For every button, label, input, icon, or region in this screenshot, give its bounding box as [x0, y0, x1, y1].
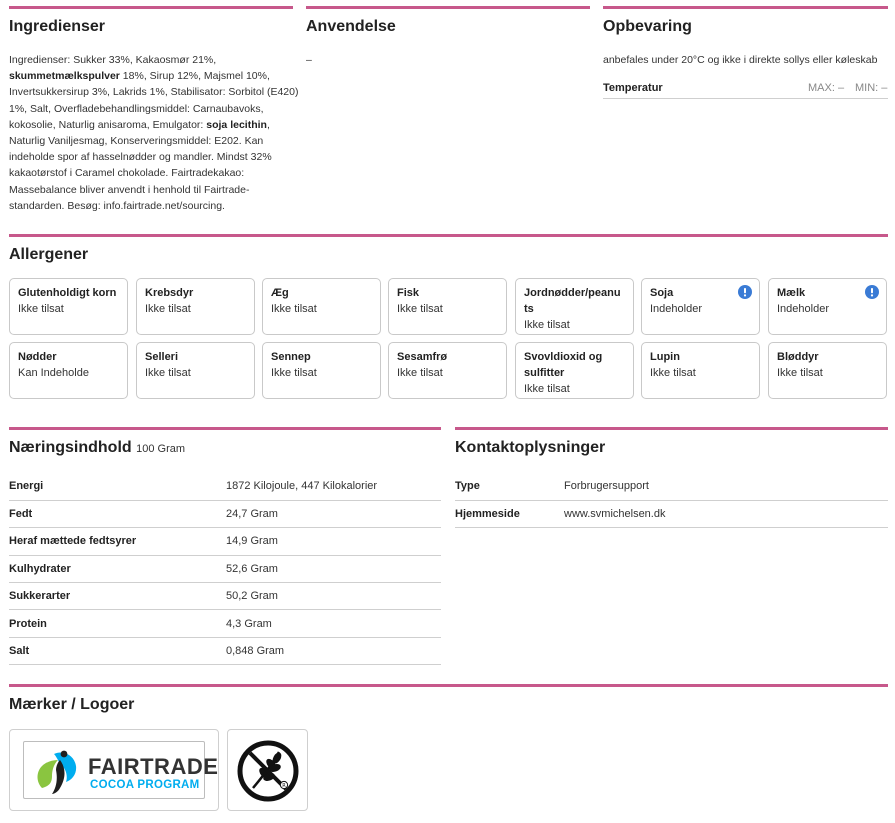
gluten-free-logo	[227, 729, 308, 811]
allergen-status: Ikke tilsat	[777, 367, 823, 379]
allergen-status: Indeholder	[777, 303, 829, 315]
ingredients-heading: Ingredienser	[9, 18, 106, 35]
nutrition-title: Næringsindhold	[9, 439, 132, 456]
table-row	[9, 500, 441, 527]
nutrition-value: 24,7 Gram	[226, 500, 441, 527]
exclamation-icon	[865, 285, 879, 299]
allergen-name: Mælk	[777, 287, 806, 299]
temperature-max: MAX: –	[808, 82, 845, 95]
allergen-card	[9, 278, 128, 335]
allergen-card	[641, 278, 760, 335]
allergen-status: Ikke tilsat	[524, 383, 570, 395]
allergen-name: Selleri	[145, 351, 179, 363]
table-row	[9, 528, 441, 555]
allergen-name: Sennep	[271, 351, 311, 363]
allergens-heading: Allergener	[9, 246, 89, 263]
nutrition-value: 52,6 Gram	[226, 555, 441, 582]
nutrition-table	[9, 473, 441, 665]
allergen-card	[9, 342, 128, 399]
nutrition-label: Heraf mættede fedtsyrer	[9, 528, 226, 555]
allergen-card	[515, 342, 634, 399]
nutrition-value: 1872 Kilojoule, 447 Kilokalorier	[226, 473, 441, 500]
allergen-status: Ikke tilsat	[271, 367, 317, 379]
nutrition-value: 50,2 Gram	[226, 583, 441, 610]
ingredient-allergen: skummetmælkspulver	[9, 70, 120, 83]
allergen-card	[262, 278, 381, 335]
allergen-status: Ikke tilsat	[145, 303, 191, 315]
allergen-status: Indeholder	[650, 303, 702, 315]
allergen-status: Ikke tilsat	[271, 303, 317, 315]
nutrition-label: Salt	[9, 637, 226, 664]
allergen-name: Krebsdyr	[145, 287, 194, 299]
nutrition-label: Kulhydrater	[9, 555, 226, 582]
table-row	[9, 583, 441, 610]
contact-label: Type	[455, 473, 564, 500]
allergen-name: Glutenholdigt korn	[18, 287, 117, 299]
ingredient-allergen: soja lecithin	[206, 118, 267, 131]
svg-text:R: R	[282, 783, 286, 789]
allergen-card	[768, 278, 887, 335]
nutrition-value: 0,848 Gram	[226, 637, 441, 664]
allergen-status: Kan Indeholde	[18, 367, 89, 379]
usage-section	[306, 6, 590, 68]
website-link[interactable]: www.svmichelsen.dk	[564, 500, 888, 527]
allergen-name: Nødder	[18, 351, 57, 363]
allergen-card	[768, 342, 887, 399]
nutrition-value: 4,3 Gram	[226, 610, 441, 637]
allergen-name: Jordnødder/peanu ts	[524, 287, 621, 315]
table-row	[455, 473, 888, 500]
contact-value: Forbrugersupport	[564, 473, 888, 500]
allergen-card	[262, 342, 381, 399]
allergen-name: Svovldioxid og sulfitter	[524, 351, 603, 379]
nutrition-value: 14,9 Gram	[226, 528, 441, 555]
fairtrade-subtitle: COCOA PROGRAM	[90, 779, 200, 791]
nutrition-unit: 100 Gram	[136, 443, 186, 455]
table-row	[455, 500, 888, 527]
fairtrade-title: FAIRTRADE	[88, 754, 219, 779]
table-row	[9, 555, 441, 582]
usage-heading: Anvendelse	[306, 18, 396, 35]
storage-heading: Opbevaring	[603, 18, 692, 35]
nutrition-label: Fedt	[9, 500, 226, 527]
exclamation-icon	[738, 285, 752, 299]
storage-text: anbefales under 20°C og ikke i direkte sollys eller køleskab	[603, 54, 878, 66]
ingredients-text	[9, 52, 299, 214]
allergen-status: Ikke tilsat	[397, 303, 443, 315]
contact-heading: Kontaktoplysninger	[455, 439, 606, 456]
fairtrade-mark-icon	[32, 746, 82, 796]
ingredients-section	[9, 6, 299, 214]
allergen-card	[515, 278, 634, 335]
contact-table	[455, 473, 888, 528]
allergen-card	[136, 342, 255, 399]
temperature-row	[603, 80, 888, 99]
table-row	[9, 637, 441, 664]
crossed-grain-icon	[233, 736, 303, 806]
allergen-name: Soja	[650, 287, 674, 299]
allergen-status: Ikke tilsat	[397, 367, 443, 379]
allergen-card	[388, 278, 507, 335]
ingredient-text-part: 18%, Sirup 12%, Majsmel 10%, Invertsukkersirup 3%, Lakrids 1%, Stabilisator: Sorbitol (E420) 1%, Salt, Overfladebehandlingsmiddel: Carnaubavoks, kokosolie, Naturlig anisaroma, Emulgator:	[9, 70, 299, 131]
logos-section	[9, 684, 888, 714]
allergen-name: Sesamfrø	[397, 351, 448, 363]
temperature-min: MIN: –	[855, 82, 888, 95]
table-row	[9, 610, 441, 637]
allergen-card	[641, 342, 760, 399]
allergen-card	[388, 342, 507, 399]
allergen-status: Ikke tilsat	[145, 367, 191, 379]
allergen-status: Ikke tilsat	[18, 303, 64, 315]
allergen-name: Lupin	[650, 351, 680, 363]
contact-section	[455, 427, 888, 457]
allergen-status: Ikke tilsat	[524, 319, 570, 331]
allergen-name: Fisk	[397, 287, 420, 299]
allergen-name: Bløddyr	[777, 351, 819, 363]
ingredient-text-part: , Naturlig Vaniljesmag, Konserveringsmiddel: E202. Kan indeholde spor af hasselnødder og mandler. Mindst 32% kakaotørstof i Caramel chokolade. Fairtradekakao: Massebalance bliver anvendt i henhold til Fairtrade-standarden. Besøg: info.fairtrade.net/sourcing.	[9, 118, 272, 212]
usage-text: –	[306, 54, 312, 66]
logos-heading: Mærker / Logoer	[9, 696, 135, 713]
table-row	[9, 473, 441, 500]
nutrition-label: Sukkerarter	[9, 583, 226, 610]
fairtrade-logo	[9, 729, 219, 811]
nutrition-label: Protein	[9, 610, 226, 637]
nutrition-section	[9, 427, 441, 457]
storage-section	[603, 6, 888, 99]
allergen-card	[136, 278, 255, 335]
nutrition-label: Energi	[9, 473, 226, 500]
allergen-name: Æg	[271, 287, 289, 299]
contact-label: Hjemmeside	[455, 500, 564, 527]
allergen-status: Ikke tilsat	[650, 367, 696, 379]
temperature-label: Temperatur	[603, 82, 663, 95]
ingredient-text-part: Ingredienser: Sukker 33%, Kakaosmør 21%,	[9, 54, 217, 66]
allergens-section	[9, 234, 888, 264]
nutrition-heading	[9, 439, 441, 457]
